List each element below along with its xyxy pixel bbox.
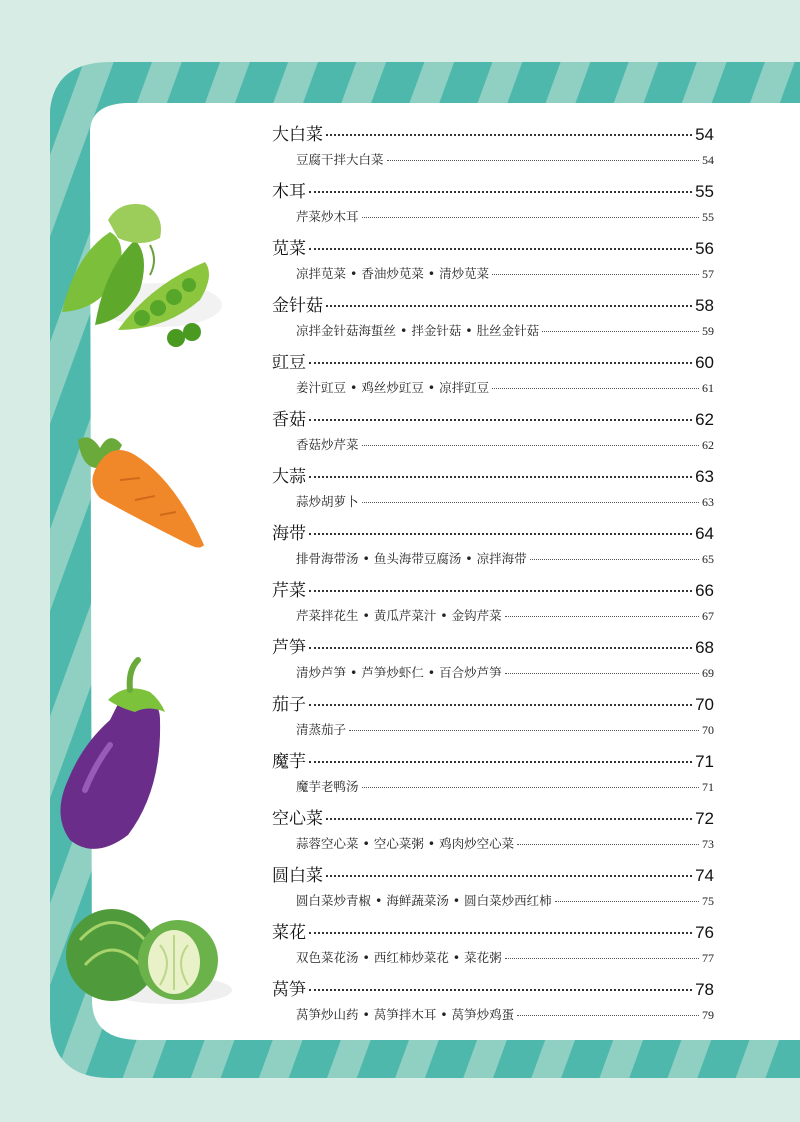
dot-leader: [309, 647, 692, 649]
toc-entry: [272, 234, 714, 291]
toc-entry: [272, 975, 714, 1032]
chapter-page-number: 55: [695, 182, 714, 201]
toc-chapter-row: [272, 918, 714, 948]
recipe-list: 圆白菜炒青椒 • 海鲜蔬菜汤 • 圆白菜炒西红柿: [296, 893, 552, 908]
dot-leader: [309, 476, 692, 478]
recipe-page-number: 67: [702, 609, 714, 623]
recipe-page-number: 73: [702, 837, 714, 851]
toc-entry: [272, 120, 714, 177]
chapter-title: 苋菜: [272, 239, 306, 259]
chapter-page-number: 64: [695, 524, 714, 543]
dot-leader: [309, 248, 692, 250]
toc-recipe-row: [272, 492, 714, 512]
toc-chapter-row: [272, 120, 714, 150]
dot-leader: [492, 274, 699, 275]
chapter-title: 莴笋: [272, 980, 306, 1000]
chapter-title: 空心菜: [272, 809, 323, 829]
toc-entry: [272, 348, 714, 405]
chapter-page-number: 63: [695, 467, 714, 486]
recipe-page-number: 61: [702, 381, 714, 395]
dot-leader: [517, 1015, 699, 1016]
toc-recipe-row: [272, 606, 714, 626]
toc-chapter-row: [272, 576, 714, 606]
toc-entry: [272, 462, 714, 519]
recipe-list: 芹菜炒木耳: [296, 209, 359, 224]
toc-entry: [272, 861, 714, 918]
chapter-title: 芦笋: [272, 638, 306, 658]
dot-leader: [505, 958, 699, 959]
toc-recipe-row: [272, 834, 714, 854]
dot-leader: [326, 875, 692, 877]
dot-leader: [309, 362, 692, 364]
chapter-title: 香菇: [272, 410, 306, 430]
dot-leader: [309, 191, 692, 193]
toc-chapter-row: [272, 804, 714, 834]
toc-entry: [272, 690, 714, 747]
recipe-page-number: 77: [702, 951, 714, 965]
toc-entry: [272, 177, 714, 234]
toc-entry: [272, 291, 714, 348]
toc-recipe-row: [272, 378, 714, 398]
toc-chapter-row: [272, 234, 714, 264]
toc-chapter-row: [272, 633, 714, 663]
toc-chapter-row: [272, 348, 714, 378]
recipe-list: 香菇炒芹菜: [296, 437, 359, 452]
chapter-title: 圆白菜: [272, 866, 323, 886]
dot-leader: [326, 818, 692, 820]
recipe-page-number: 62: [702, 438, 714, 452]
toc-recipe-row: [272, 777, 714, 797]
chapter-page-number: 62: [695, 410, 714, 429]
recipe-list: 魔芋老鸭汤: [296, 779, 359, 794]
recipe-list: 凉拌金针菇海蜇丝 • 拌金针菇 • 肚丝金针菇: [296, 323, 540, 338]
toc-recipe-row: [272, 435, 714, 455]
toc-entry: [272, 804, 714, 861]
dot-leader: [309, 590, 692, 592]
recipe-list: 豆腐干拌大白菜: [296, 152, 384, 167]
toc-recipe-row: [272, 321, 714, 341]
toc-entry: [272, 576, 714, 633]
chapter-title: 大蒜: [272, 467, 306, 487]
chapter-page-number: 71: [695, 752, 714, 771]
recipe-page-number: 79: [702, 1008, 714, 1022]
dot-leader: [309, 989, 692, 991]
toc-recipe-row: [272, 891, 714, 911]
chapter-page-number: 66: [695, 581, 714, 600]
recipe-list: 姜汁豇豆 • 鸡丝炒豇豆 • 凉拌豇豆: [296, 380, 490, 395]
toc-chapter-row: [272, 462, 714, 492]
dot-leader: [505, 616, 699, 617]
recipe-list: 清蒸茄子: [296, 722, 347, 737]
recipe-page-number: 65: [702, 552, 714, 566]
toc-chapter-row: [272, 405, 714, 435]
chapter-page-number: 70: [695, 695, 714, 714]
chapter-title: 菜花: [272, 923, 306, 943]
dot-leader: [362, 445, 699, 446]
dot-leader: [309, 704, 692, 706]
toc-recipe-row: [272, 264, 714, 284]
chapter-title: 豇豆: [272, 353, 306, 373]
chapter-title: 金针菇: [272, 296, 323, 316]
dot-leader: [349, 730, 699, 731]
chapter-title: 魔芋: [272, 752, 306, 772]
chapter-page-number: 58: [695, 296, 714, 315]
chapter-title: 大白菜: [272, 125, 323, 145]
chapter-page-number: 60: [695, 353, 714, 372]
toc-entry: [272, 405, 714, 462]
toc-chapter-row: [272, 861, 714, 891]
toc-chapter-row: [272, 747, 714, 777]
dot-leader: [362, 217, 699, 218]
toc-chapter-row: [272, 975, 714, 1005]
dot-leader: [492, 388, 699, 389]
dot-leader: [505, 673, 699, 674]
toc-recipe-row: [272, 948, 714, 968]
recipe-page-number: 63: [702, 495, 714, 509]
recipe-list: 蒜蓉空心菜 • 空心菜粥 • 鸡肉炒空心菜: [296, 836, 515, 851]
chapter-page-number: 78: [695, 980, 714, 999]
chapter-page-number: 72: [695, 809, 714, 828]
toc-chapter-row: [272, 177, 714, 207]
toc-recipe-row: [272, 720, 714, 740]
dot-leader: [530, 559, 699, 560]
chapter-page-number: 54: [695, 125, 714, 144]
recipe-list: 芹菜拌花生 • 黄瓜芹菜汁 • 金钩芹菜: [296, 608, 502, 623]
chapter-title: 海带: [272, 524, 306, 544]
recipe-page-number: 75: [702, 894, 714, 908]
toc-chapter-row: [272, 519, 714, 549]
dot-leader: [542, 331, 699, 332]
dot-leader: [517, 844, 699, 845]
recipe-list: 双色菜花汤 • 西红柿炒菜花 • 菜花粥: [296, 950, 502, 965]
chapter-title: 芹菜: [272, 581, 306, 601]
recipe-page-number: 71: [702, 780, 714, 794]
chapter-page-number: 76: [695, 923, 714, 942]
toc-recipe-row: [272, 207, 714, 227]
dot-leader: [309, 533, 692, 535]
toc-entry: [272, 918, 714, 975]
recipe-page-number: 59: [702, 324, 714, 338]
recipe-list: 蒜炒胡萝卜: [296, 494, 359, 509]
recipe-list: 排骨海带汤 • 鱼头海带豆腐汤 • 凉拌海带: [296, 551, 527, 566]
toc-entry: [272, 519, 714, 576]
chapter-page-number: 74: [695, 866, 714, 885]
toc-recipe-row: [272, 549, 714, 569]
table-of-contents: [272, 120, 714, 1032]
toc-chapter-row: [272, 291, 714, 321]
dot-leader: [326, 305, 692, 307]
dot-leader: [309, 419, 692, 421]
recipe-list: 凉拌苋菜 • 香油炒苋菜 • 清炒苋菜: [296, 266, 490, 281]
recipe-list: 莴笋炒山药 • 莴笋拌木耳 • 莴笋炒鸡蛋: [296, 1007, 515, 1022]
recipe-page-number: 69: [702, 666, 714, 680]
dot-leader: [555, 901, 699, 902]
toc-entry: [272, 633, 714, 690]
chapter-page-number: 68: [695, 638, 714, 657]
toc-recipe-row: [272, 663, 714, 683]
chapter-title: 茄子: [272, 695, 306, 715]
dot-leader: [387, 160, 699, 161]
chapter-title: 木耳: [272, 182, 306, 202]
chapter-page-number: 56: [695, 239, 714, 258]
recipe-page-number: 55: [702, 210, 714, 224]
recipe-page-number: 70: [702, 723, 714, 737]
recipe-page-number: 57: [702, 267, 714, 281]
dot-leader: [362, 787, 699, 788]
recipe-page-number: 54: [702, 153, 714, 167]
dot-leader: [309, 761, 692, 763]
recipe-list: 清炒芦笋 • 芦笋炒虾仁 • 百合炒芦笋: [296, 665, 502, 680]
dot-leader: [362, 502, 699, 503]
toc-recipe-row: [272, 150, 714, 170]
dot-leader: [326, 134, 692, 136]
dot-leader: [309, 932, 692, 934]
toc-entry: [272, 747, 714, 804]
toc-chapter-row: [272, 690, 714, 720]
toc-recipe-row: [272, 1005, 714, 1025]
